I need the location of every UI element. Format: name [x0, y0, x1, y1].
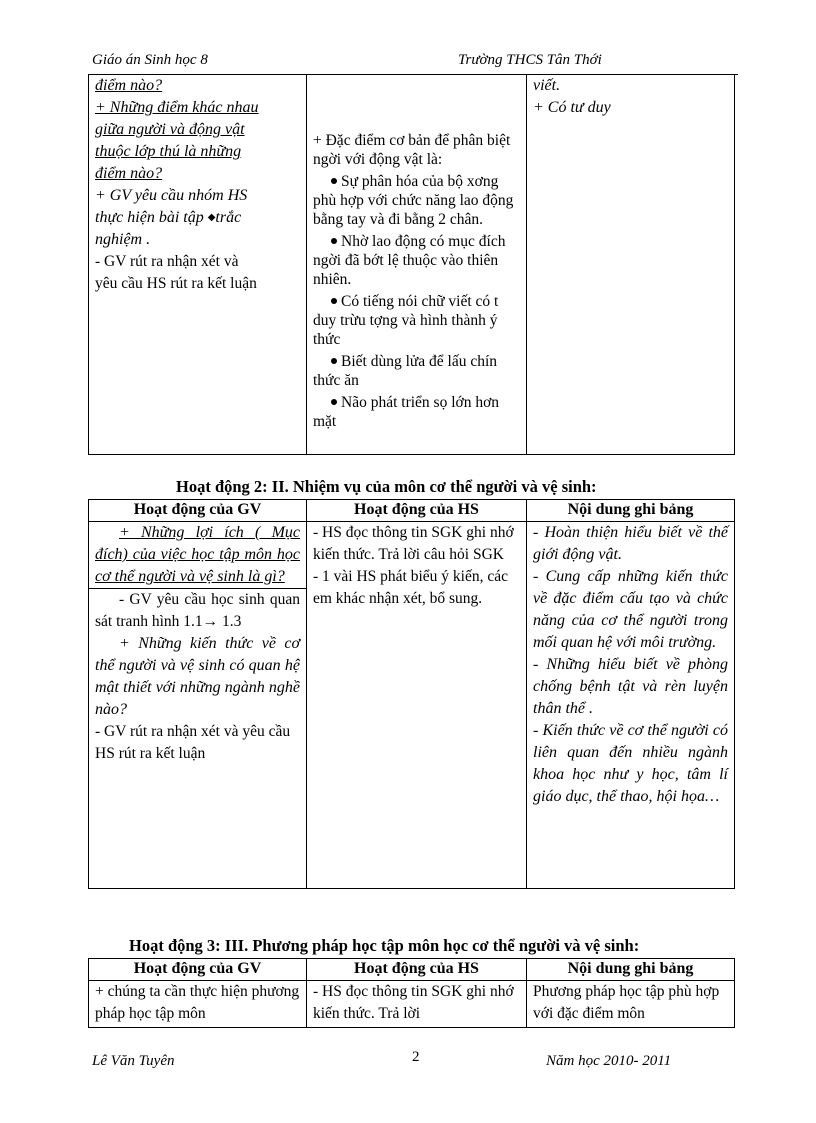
- gv-instruction: - GV yêu cầu học sinh quan sát tranh hình 1.1→ 1.3: [95, 591, 300, 630]
- nd-cell: [527, 522, 735, 889]
- gv-line: + chúng ta cần thực hiện phương pháp học tập môn: [95, 983, 300, 1022]
- hs-cell: [307, 522, 527, 889]
- gv-line: [95, 207, 300, 229]
- gv-line: điểm nào?: [95, 77, 163, 94]
- nd-line: - Cung cấp những kiến thức về đặc điểm cấu tạo và chức năng của cơ thể người trong mối quan hệ với môi trường.: [533, 568, 728, 651]
- diamond-icon: ◆: [207, 212, 216, 223]
- col-header-nd: Nội dung ghi bảng: [527, 500, 735, 522]
- col-header-hs: Hoạt động của HS: [307, 500, 527, 522]
- bullet-icon: [331, 298, 337, 304]
- gv-line: thuộc lớp thú là những: [95, 143, 242, 160]
- bullet-text: Có tiếng nói chữ viết có t duy trừu tợng và hình thành ý thức: [313, 293, 499, 348]
- nd-line: - Hoàn thiện hiểu biết về thế giới động vật.: [533, 524, 728, 563]
- activity1-table-continued: [88, 75, 735, 455]
- footer-author: Lê Văn Tuyên: [92, 1053, 175, 1069]
- nd-line: - Kiến thức về cơ thể người có liên quan đến nhiều ngành khoa học như y học, tâm lí giáo dục, thể thao, hội họa…: [533, 722, 728, 805]
- bullet-item: [313, 352, 520, 390]
- nd-cell: [527, 75, 735, 455]
- nd-line: + Có tư duy: [533, 99, 611, 116]
- col-header-gv: Hoạt động của GV: [89, 959, 307, 981]
- hs-intro: + Đặc điểm cơ bản để phân biệt ngời với động vật là:: [313, 132, 511, 168]
- hs-line: - 1 vài HS phát biểu ý kiến, các em khác nhận xét, bổ sung.: [313, 568, 508, 607]
- bullet-text: Biết dùng lửa để lấu chín thức ăn: [313, 353, 498, 389]
- header-school: Trường THCS Tân Thới: [458, 52, 602, 68]
- gv-question: + Những lợi ích ( Mục đích) của việc học tập môn học cơ thể người và vệ sinh là gì?: [95, 524, 300, 585]
- table-header-row: [89, 959, 735, 981]
- gv-line: điểm nào?: [95, 165, 163, 182]
- gv-line: nghiệm .: [95, 231, 151, 248]
- activity3-table: [88, 958, 735, 1028]
- hs-line: - HS đọc thông tin SGK ghi nhớ kiến thức. Trả lời câu hỏi SGK: [313, 524, 514, 563]
- section2-title: Hoạt động 2: II. Nhiệm vụ của môn cơ thể người và vệ sinh:: [176, 477, 597, 496]
- header-subject: Giáo án Sinh học 8: [92, 52, 208, 68]
- nd-line: Phương pháp học tập phù hợp với đặc điểm môn: [533, 983, 720, 1022]
- bullet-icon: [331, 399, 337, 405]
- bullet-text: Sự phân hóa của bộ xơng phù hợp với chức năng lao động bằng tay và đi bằng 2 chân.: [313, 173, 514, 228]
- gv-line-text: trắc: [215, 209, 242, 226]
- footer-school-year: Năm học 2010- 2011: [546, 1053, 672, 1069]
- nd-line: viết.: [533, 77, 561, 94]
- hs-line: - HS đọc thông tin SGK ghi nhớ kiến thức. Trả lời: [313, 983, 514, 1022]
- gv-cell: [89, 75, 307, 455]
- gv-line-text: thực hiện bài tập: [95, 209, 208, 226]
- hs-cell: [307, 981, 527, 1028]
- col-header-hs: Hoạt động của HS: [307, 959, 527, 981]
- nd-line: - Những hiểu biết về phòng chống bệnh tật và rèn luyện thân thể .: [533, 656, 728, 717]
- bullet-item: [313, 393, 520, 431]
- nd-cell: [527, 981, 735, 1028]
- gv-line: - GV rút ra nhận xét và: [95, 253, 239, 270]
- gv-instruction: - GV rút ra nhận xét và yêu cầu HS rút ra kết luận: [95, 723, 291, 762]
- bullet-text: Não phát triển sọ lớn hơn mặt: [313, 394, 500, 430]
- bullet-item: [313, 232, 520, 289]
- table-row: [89, 522, 735, 889]
- gv-line: giữa người và động vật: [95, 121, 245, 138]
- bullet-item: [313, 292, 520, 349]
- table-row: [89, 981, 735, 1028]
- activity2-table: [88, 499, 735, 889]
- gv-line: yêu cầu HS rút ra kết luận: [95, 275, 257, 292]
- table-row: [89, 75, 735, 455]
- page-number: 2: [412, 1049, 420, 1065]
- hs-cell: [307, 75, 527, 455]
- bullet-icon: [331, 238, 337, 244]
- gv-cell: [89, 981, 307, 1028]
- col-header-gv: Hoạt động của GV: [89, 500, 307, 522]
- bullet-text: Nhờ lao động có mục đích ngời đã bớt lệ thuộc vào thiên nhiên.: [313, 233, 506, 288]
- gv-question: + Những kiến thức về cơ thể người và vệ sinh có quan hệ mật thiết với những ngành nghề nào?: [95, 635, 300, 718]
- gv-line: + Những điểm khác nhau: [95, 99, 259, 116]
- bullet-icon: [331, 178, 337, 184]
- bullet-item: [313, 172, 520, 229]
- gv-lower-block: [89, 588, 306, 765]
- gv-cell: [89, 522, 307, 889]
- col-header-nd: Nội dung ghi bảng: [527, 959, 735, 981]
- table-header-row: [89, 500, 735, 522]
- gv-line: + GV yêu cầu nhóm HS: [95, 187, 248, 204]
- bullet-icon: [331, 358, 337, 364]
- section3-title: Hoạt động 3: III. Phương pháp học tập môn học cơ thể người và vệ sinh:: [129, 936, 640, 955]
